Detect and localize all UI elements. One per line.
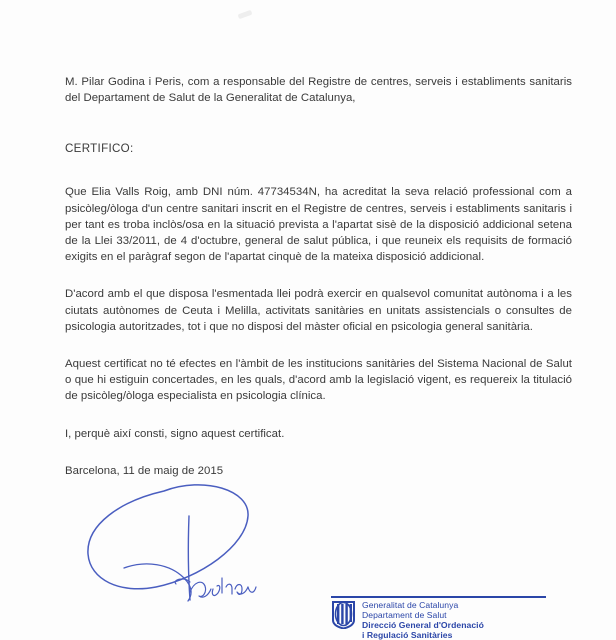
body-paragraph-3: Aquest certificat no té efectes en l'àmbit de les institucions sanitàries del Sistema Nacional de Salut o que hi estiguin concertades, en les quals, d'acord amb la legislació vigent, es requereix la titulació de psicòleg/òloga especialista en psicologia clínica.: [65, 358, 572, 403]
generalitat-de-catalunya-emblem-icon: [331, 600, 356, 629]
logo-line-regulacio: i Regulació Sanitàries: [362, 629, 453, 640]
closing-statement: I, perquè així consti, signo aquest certificat.: [65, 427, 285, 440]
logo-line-generalitat: Generalitat de Catalunya: [362, 600, 459, 610]
certifico-heading: CERTIFICO:: [65, 142, 134, 156]
spacer-paragraph-1: [65, 265, 572, 286]
spacer-after-intro: [65, 106, 572, 141]
scan-artifact-speck: [238, 10, 253, 19]
logo-divider-rule: [331, 596, 546, 598]
handwritten-signature: [72, 468, 302, 618]
body-paragraph-1: Que Elia Valls Roig, amb DNI núm. 47734534N, ha acreditat la seva relació professional com a psicòleg/òloga d'un centre sanitari inscrit en el Registre de centres, serveis i establiments sanitaris i per tant es troba inclòs/osa en la situació prevista a l'apartat sisè de la disposició addicional setena de la Llei 33/2011, de 4 d'octubre, general de salut pública, i que reuneix els requisits de formació exigits en el paràgraf segon de l'apartat cinquè de la mateixa disposició addicional.: [65, 186, 572, 264]
logo-line-direccio: Direcció General d'Ordenació: [362, 619, 484, 630]
document-body: [65, 74, 572, 479]
logo-wordmark: [362, 600, 484, 640]
place-and-date: Barcelona, 11 de maig de 2015: [65, 464, 224, 477]
spacer-before-date: [65, 442, 572, 463]
body-paragraph-2: D'acord amb el que disposa l'esmentada llei podrà exercir en qualsevol comunitat autònoma i a les ciutats autònomes de Ceuta i Melilla, activitats sanitàries en unitats assistencials o consultes de psicologia autoritzades, tot i que no disposi del màster oficial en psicologia general sanitària.: [65, 288, 572, 333]
spacer-after-heading: [65, 157, 572, 184]
intro-paragraph: M. Pilar Godina i Peris, com a responsable del Registre de centres, serveis i establiments sanitaris del Departament de Salut de la Generalitat de Catalunya,: [65, 76, 572, 105]
logo-line-departament: Departament de Salut: [362, 609, 447, 620]
spacer-paragraph-2: [65, 335, 572, 356]
spacer-paragraph-3: [65, 405, 572, 426]
